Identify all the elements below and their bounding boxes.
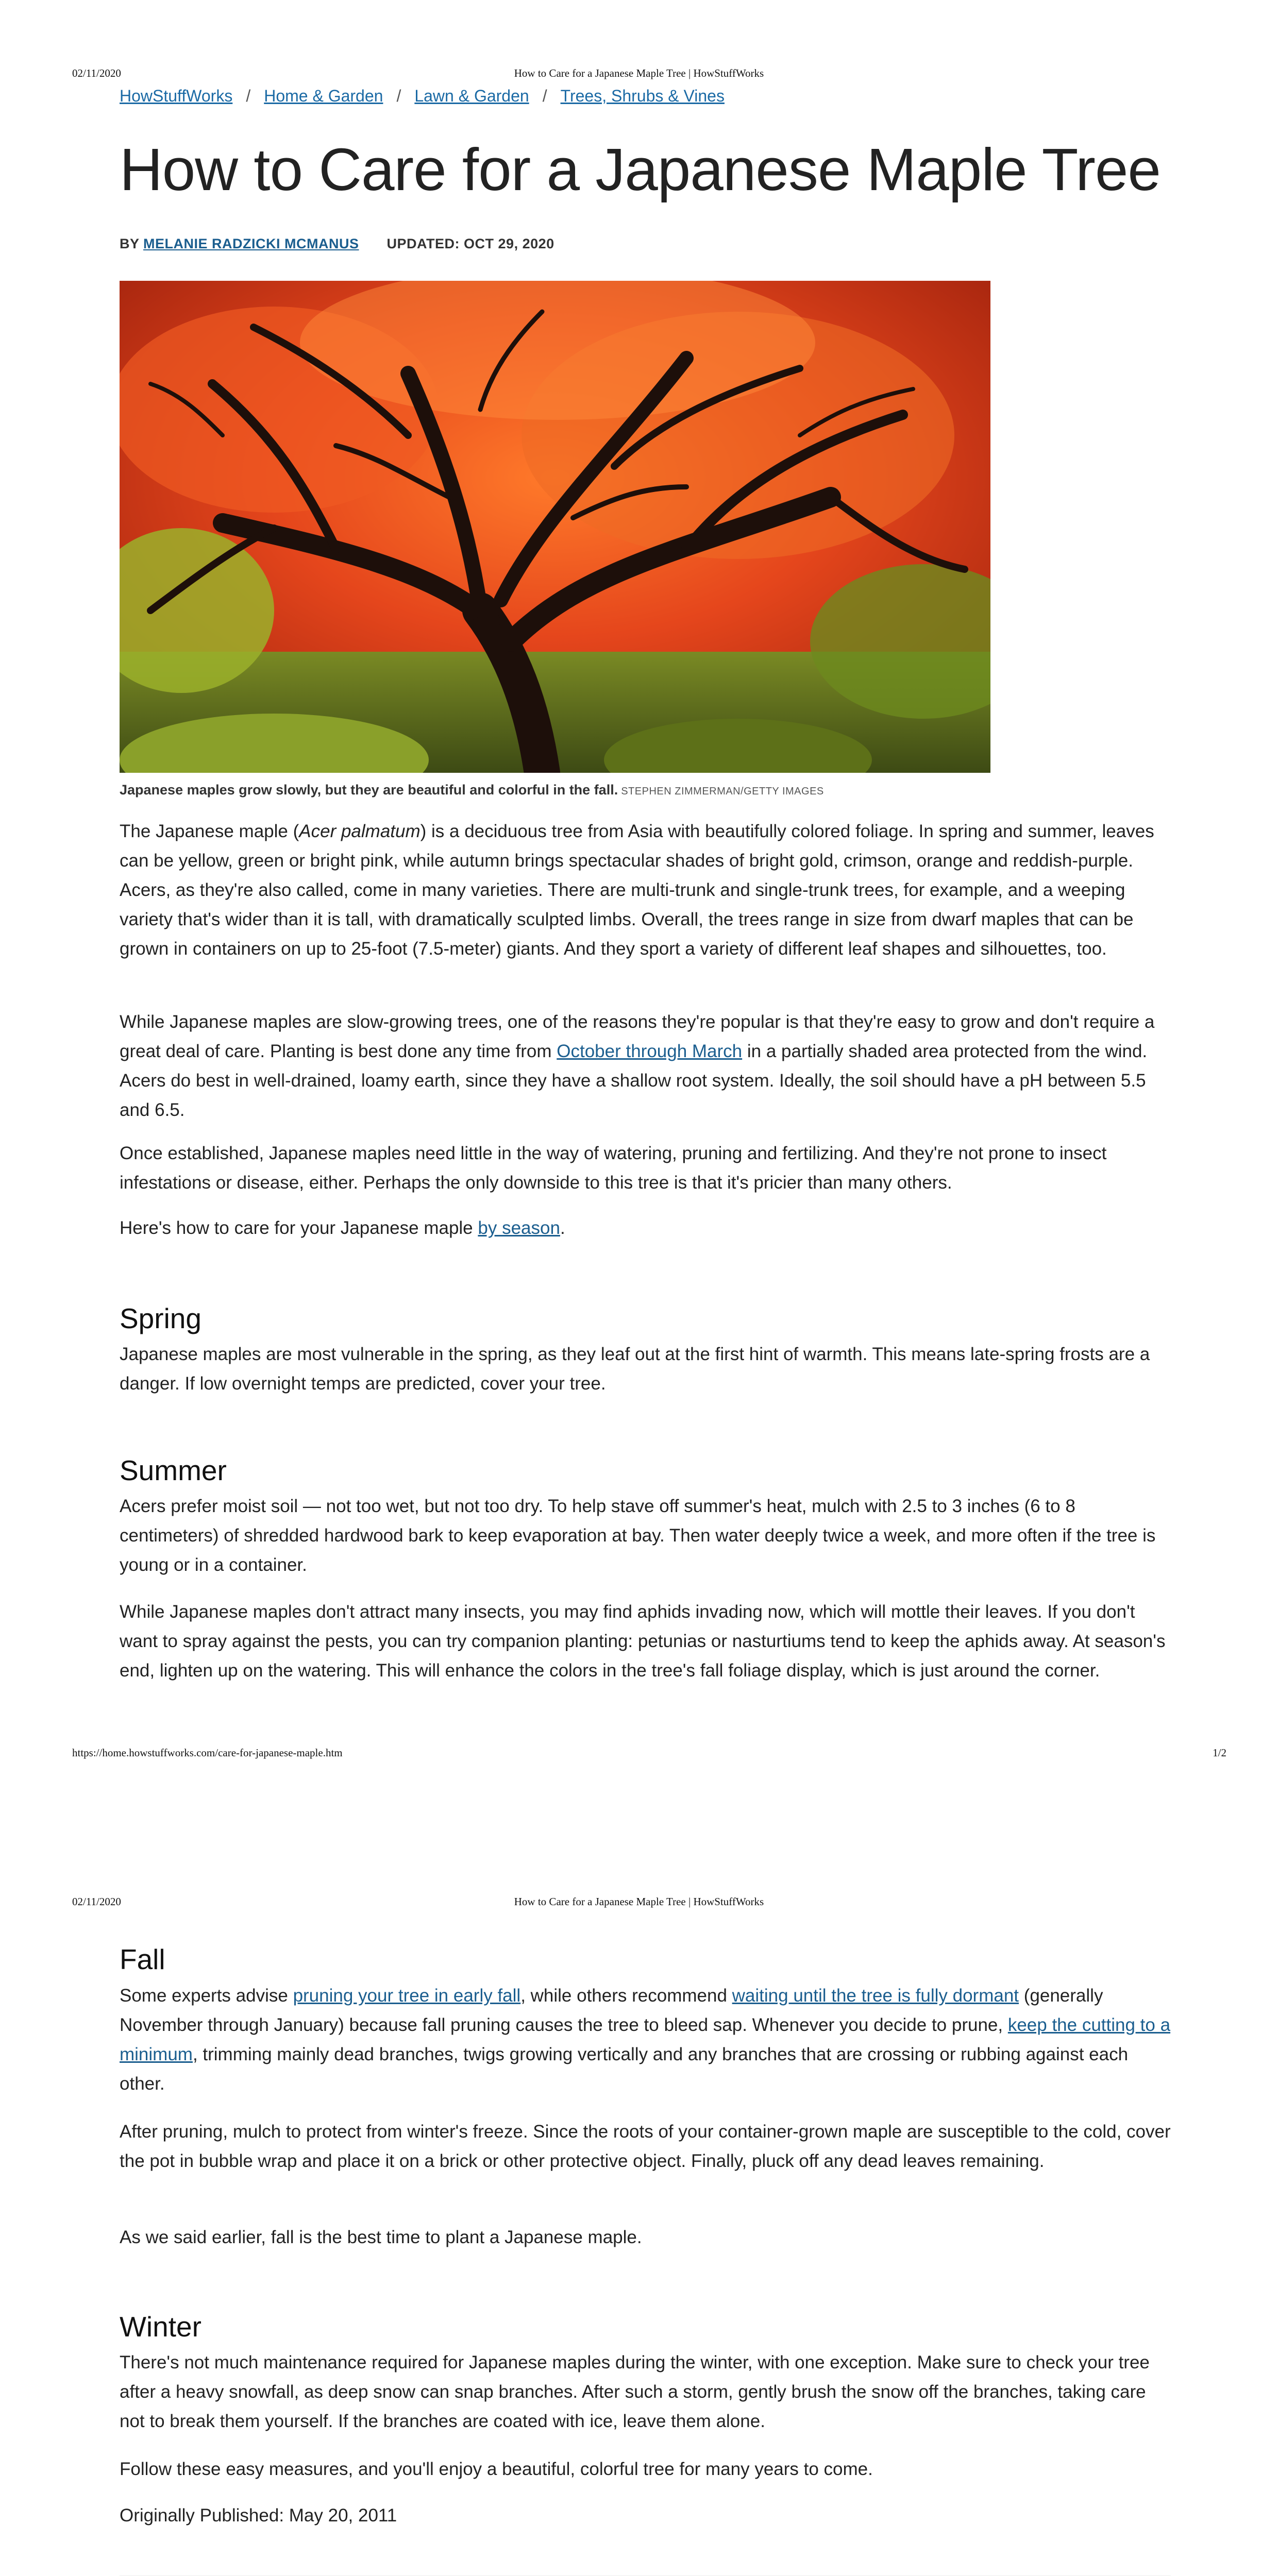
summer-heading: Summer bbox=[120, 1454, 227, 1486]
hero-image bbox=[120, 281, 990, 773]
breadcrumb-trees-shrubs-vines[interactable]: Trees, Shrubs & Vines bbox=[560, 87, 725, 105]
summer-paragraph-1: Acers prefer moist soil — not too wet, but not too dry. To help stave off summer's heat, mulch with 2.5 to 3 inches (6 to 8 centimeters) of shredded hardwood bark to keep evaporation at bay. Then water deeply twice a week, and more often if the tree is young or in a container. bbox=[120, 1496, 1156, 1575]
breadcrumb-howstuffworks[interactable]: HowStuffWorks bbox=[120, 87, 233, 105]
by-season-link[interactable]: by season bbox=[478, 1218, 560, 1238]
winter-paragraph-2: Follow these easy measures, and you'll enjoy a beautiful, colorful tree for many years to come. bbox=[120, 2459, 873, 2479]
byline bbox=[120, 236, 1171, 252]
print-url: https://home.howstuffworks.com/care-for-japanese-maple.htm bbox=[72, 1747, 343, 1759]
fall-heading: Fall bbox=[120, 1943, 165, 1975]
page-number: 1/2 bbox=[1213, 1747, 1226, 1759]
print-title: How to Care for a Japanese Maple Tree | HowStuffWorks bbox=[514, 67, 764, 79]
summer-paragraph-2: While Japanese maples don't attract many insects, you may find aphids invading now, which will mottle their leaves. If you don't want to spray against the pests, you can try companion planting: petunias or nasturtiums tend to keep the aphids away. At season's end, lighten up on the watering. This will enhance the colors in the tree's fall foliage display, which is just around the corner. bbox=[120, 1602, 1166, 1681]
page-title: How to Care for a Japanese Maple Tree bbox=[120, 136, 1161, 203]
breadcrumb: HowStuffWorks / Home & Garden / Lawn & Garden / Trees, Shrubs & Vines bbox=[120, 87, 725, 105]
print-date: 02/11/2020 bbox=[72, 67, 121, 79]
caption-text: Japanese maples grow slowly, but they are beautiful and colorful in the fall. bbox=[120, 782, 618, 798]
winter-paragraph-1: There's not much maintenance required for Japanese maples during the winter, with one exception. Make sure to check your tree after a heavy snowfall, as deep snow can snap branches. After such a storm, gently brush the snow off the branches, taking care not to break them yourself. If the branches are coated with ice, leave them alone. bbox=[120, 2352, 1150, 2431]
intro-paragraph-4: Here's how to care for your Japanese maple by season. bbox=[120, 1218, 565, 1238]
spring-paragraph: Japanese maples are most vulnerable in the spring, as they leaf out at the first hint of warmth. This means late-spring frosts are a danger. If low overnight temps are predicted, cover your tree. bbox=[120, 1344, 1150, 1394]
fall-paragraph-1: Some experts advise pruning your tree in early fall, while others recommend waiting until the tree is fully dormant (generally November through January) because fall pruning causes the tree to bleed sap. Whenever you decide to prune, keep the cutting to a minimum, trimming mainly dead branches, twigs growing vertically and any branches that are crossing or rubbing against each other. bbox=[120, 1986, 1171, 2094]
waiting-dormant-link[interactable]: waiting until the tree is fully dormant bbox=[732, 1986, 1019, 2006]
fall-paragraph-3: As we said earlier, fall is the best time to plant a Japanese maple. bbox=[120, 2227, 642, 2247]
print-title: How to Care for a Japanese Maple Tree | HowStuffWorks bbox=[514, 1895, 764, 1908]
fall-paragraph-2: After pruning, mulch to protect from winter's freeze. Since the roots of your container-grown maple are susceptible to the cold, cover the pot in bubble wrap and place it on a brick or other protective object. Finally, pluck off any dead leaves remaining. bbox=[120, 2122, 1171, 2171]
pruning-early-fall-link[interactable]: pruning your tree in early fall bbox=[293, 1986, 521, 2006]
spring-heading: Spring bbox=[120, 1302, 201, 1334]
image-caption bbox=[120, 782, 1171, 798]
intro-paragraph-3: Once established, Japanese maples need little in the way of watering, pruning and fertilizing. And they're not prone to insect infestations or disease, either. Perhaps the only downside to this tree is that it's pricier than many others. bbox=[120, 1143, 1107, 1193]
keep-cutting-minimum-link[interactable]: keep the cutting to a minimum bbox=[120, 2015, 1171, 2064]
author-link[interactable]: MELANIE RADZICKI MCMANUS bbox=[143, 236, 359, 251]
winter-heading: Winter bbox=[120, 2311, 201, 2343]
october-through-march-link[interactable]: October through March bbox=[557, 1041, 743, 1061]
breadcrumb-home-garden[interactable]: Home & Garden bbox=[264, 87, 383, 105]
print-page-2 bbox=[0, 1808, 1278, 2576]
originally-published: Originally Published: May 20, 2011 bbox=[120, 2505, 397, 2526]
intro-paragraph-1: The Japanese maple (Acer palmatum) is a deciduous tree from Asia with beautifully colored foliage. In spring and summer, leaves can be yellow, green or bright pink, while autumn brings spectacular shades of bright gold, crimson, orange and reddish-purple. Acers, as they're also called, come in many varieties. There are multi-trunk and single-trunk trees, for example, and a weeping variety that's wider than it is tall, with dramatically sculpted limbs. Overall, the trees range in size from dwarf maples that can be grown in containers on up to 25-foot (7.5-meter) giants. And they sport a variety of different leaf shapes and silhouettes, too. bbox=[120, 821, 1154, 959]
image-credit: STEPHEN ZIMMERMAN/GETTY IMAGES bbox=[621, 786, 824, 797]
updated-date: UPDATED: OCT 29, 2020 bbox=[386, 236, 554, 251]
byline-by: BY bbox=[120, 236, 140, 251]
print-date: 02/11/2020 bbox=[72, 1895, 121, 1908]
breadcrumb-lawn-garden[interactable]: Lawn & Garden bbox=[414, 87, 529, 105]
intro-paragraph-2: While Japanese maples are slow-growing trees, one of the reasons they're popular is that they're easy to grow and don't require a great deal of care. Planting is best done any time from October through March in a partially shaded area protected from the wind. Acers do best in well-drained, loamy earth, since they have a shallow root system. Ideally, the soil should have a pH between 5.5 and 6.5. bbox=[120, 1012, 1155, 1120]
